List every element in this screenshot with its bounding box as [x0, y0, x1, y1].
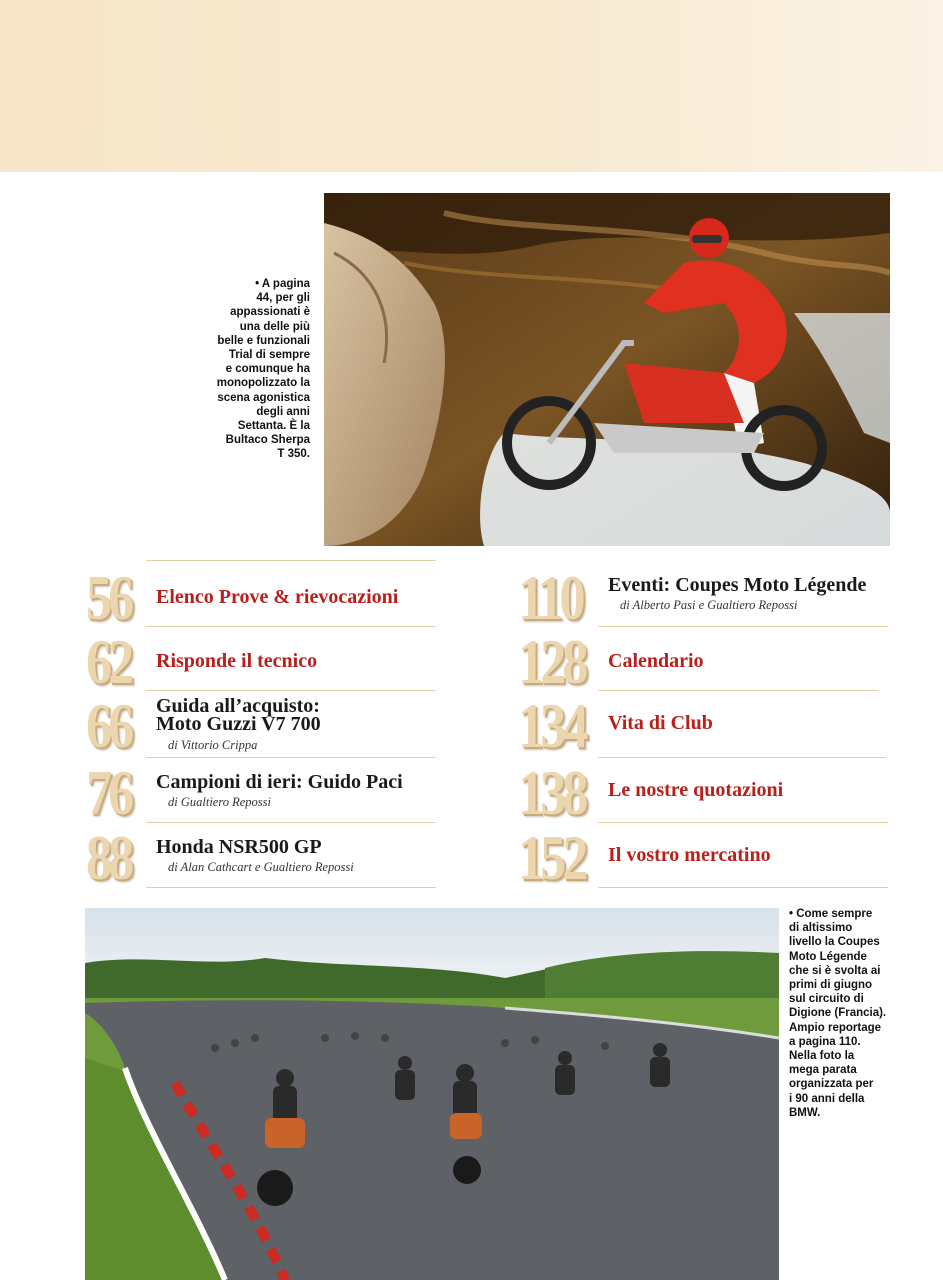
toc-author: di Alberto Pasi e Gualtiero Repossi	[620, 598, 798, 612]
toc-title-line-2: Moto Guzzi V7 700	[156, 713, 321, 735]
toc-divider	[598, 757, 886, 758]
toc-title: Le nostre quotazioni	[608, 779, 784, 801]
page-number: 134	[518, 690, 585, 761]
toc-right-column	[518, 560, 890, 893]
page-number: 76	[86, 757, 131, 828]
header-band	[0, 0, 943, 172]
toc-entry-138[interactable]	[518, 757, 890, 828]
toc-divider	[146, 626, 436, 627]
page-number: 62	[86, 626, 131, 697]
page-number: 88	[86, 822, 131, 893]
toc-title-line-1: Guida all’acquisto:	[156, 695, 320, 717]
toc-divider	[146, 690, 436, 691]
toc-divider	[598, 822, 888, 823]
toc-title: Vita di Club	[608, 712, 713, 734]
toc-entry-88[interactable]	[86, 822, 438, 893]
toc-left-column	[86, 560, 438, 893]
toc-title: Elenco Prove & rievocazioni	[156, 586, 399, 608]
toc-entry-76[interactable]	[86, 757, 438, 828]
trial-motorcycle-photo	[324, 193, 890, 546]
photo-caption-trial: • A pagina 44, per gli appassionati è una delle più belle e funzionali Trial di sempre e comunque ha monopolizzato la scena agonistica degli anni Settanta. È la Bultaco Sherpa T 350.	[216, 278, 310, 461]
toc-divider	[598, 626, 888, 627]
toc-author: di Gualtiero Repossi	[168, 795, 272, 809]
toc-entry-110[interactable]	[518, 562, 890, 633]
toc-title: Risponde il tecnico	[156, 650, 318, 672]
toc-entry-62[interactable]	[86, 626, 438, 697]
track-parade-photo	[85, 908, 779, 1280]
toc-entry-56[interactable]	[86, 562, 438, 633]
toc-divider	[598, 887, 888, 888]
toc-entry-66[interactable]	[86, 690, 438, 761]
page-number: 128	[518, 626, 585, 697]
toc-divider	[146, 560, 436, 561]
toc-title: Calendario	[608, 650, 704, 672]
toc-divider	[598, 690, 878, 691]
toc-entry-134[interactable]	[518, 690, 890, 761]
toc-title: Honda NSR500 GP	[156, 836, 322, 858]
photo-caption-parade: • Come sempre di altissimo livello la Coupes Moto Légende che si è svolta ai primi di giugno sul circuito di Digione (Francia). Ampio reportage a pagina 110. Nella foto la mega parata organizzata per i 90 anni della BMW.	[789, 908, 887, 1119]
toc-entry-128[interactable]	[518, 626, 890, 697]
toc-author: di Alan Cathcart e Gualtiero Repossi	[168, 860, 354, 874]
page-number: 110	[518, 562, 582, 633]
toc-title: Campioni di ieri: Guido Paci	[156, 771, 403, 793]
page-number: 152	[518, 822, 585, 893]
toc-divider	[146, 822, 436, 823]
toc-title: Eventi: Coupes Moto Légende	[608, 574, 867, 596]
page-number: 138	[518, 757, 585, 828]
toc-entry-152[interactable]	[518, 822, 890, 893]
page-number: 66	[86, 690, 131, 761]
toc-title: Il vostro mercatino	[608, 844, 771, 866]
toc-divider	[146, 887, 436, 888]
toc-divider	[146, 757, 436, 758]
page-number: 56	[86, 562, 131, 633]
toc-author: di Vittorio Crippa	[168, 738, 258, 752]
